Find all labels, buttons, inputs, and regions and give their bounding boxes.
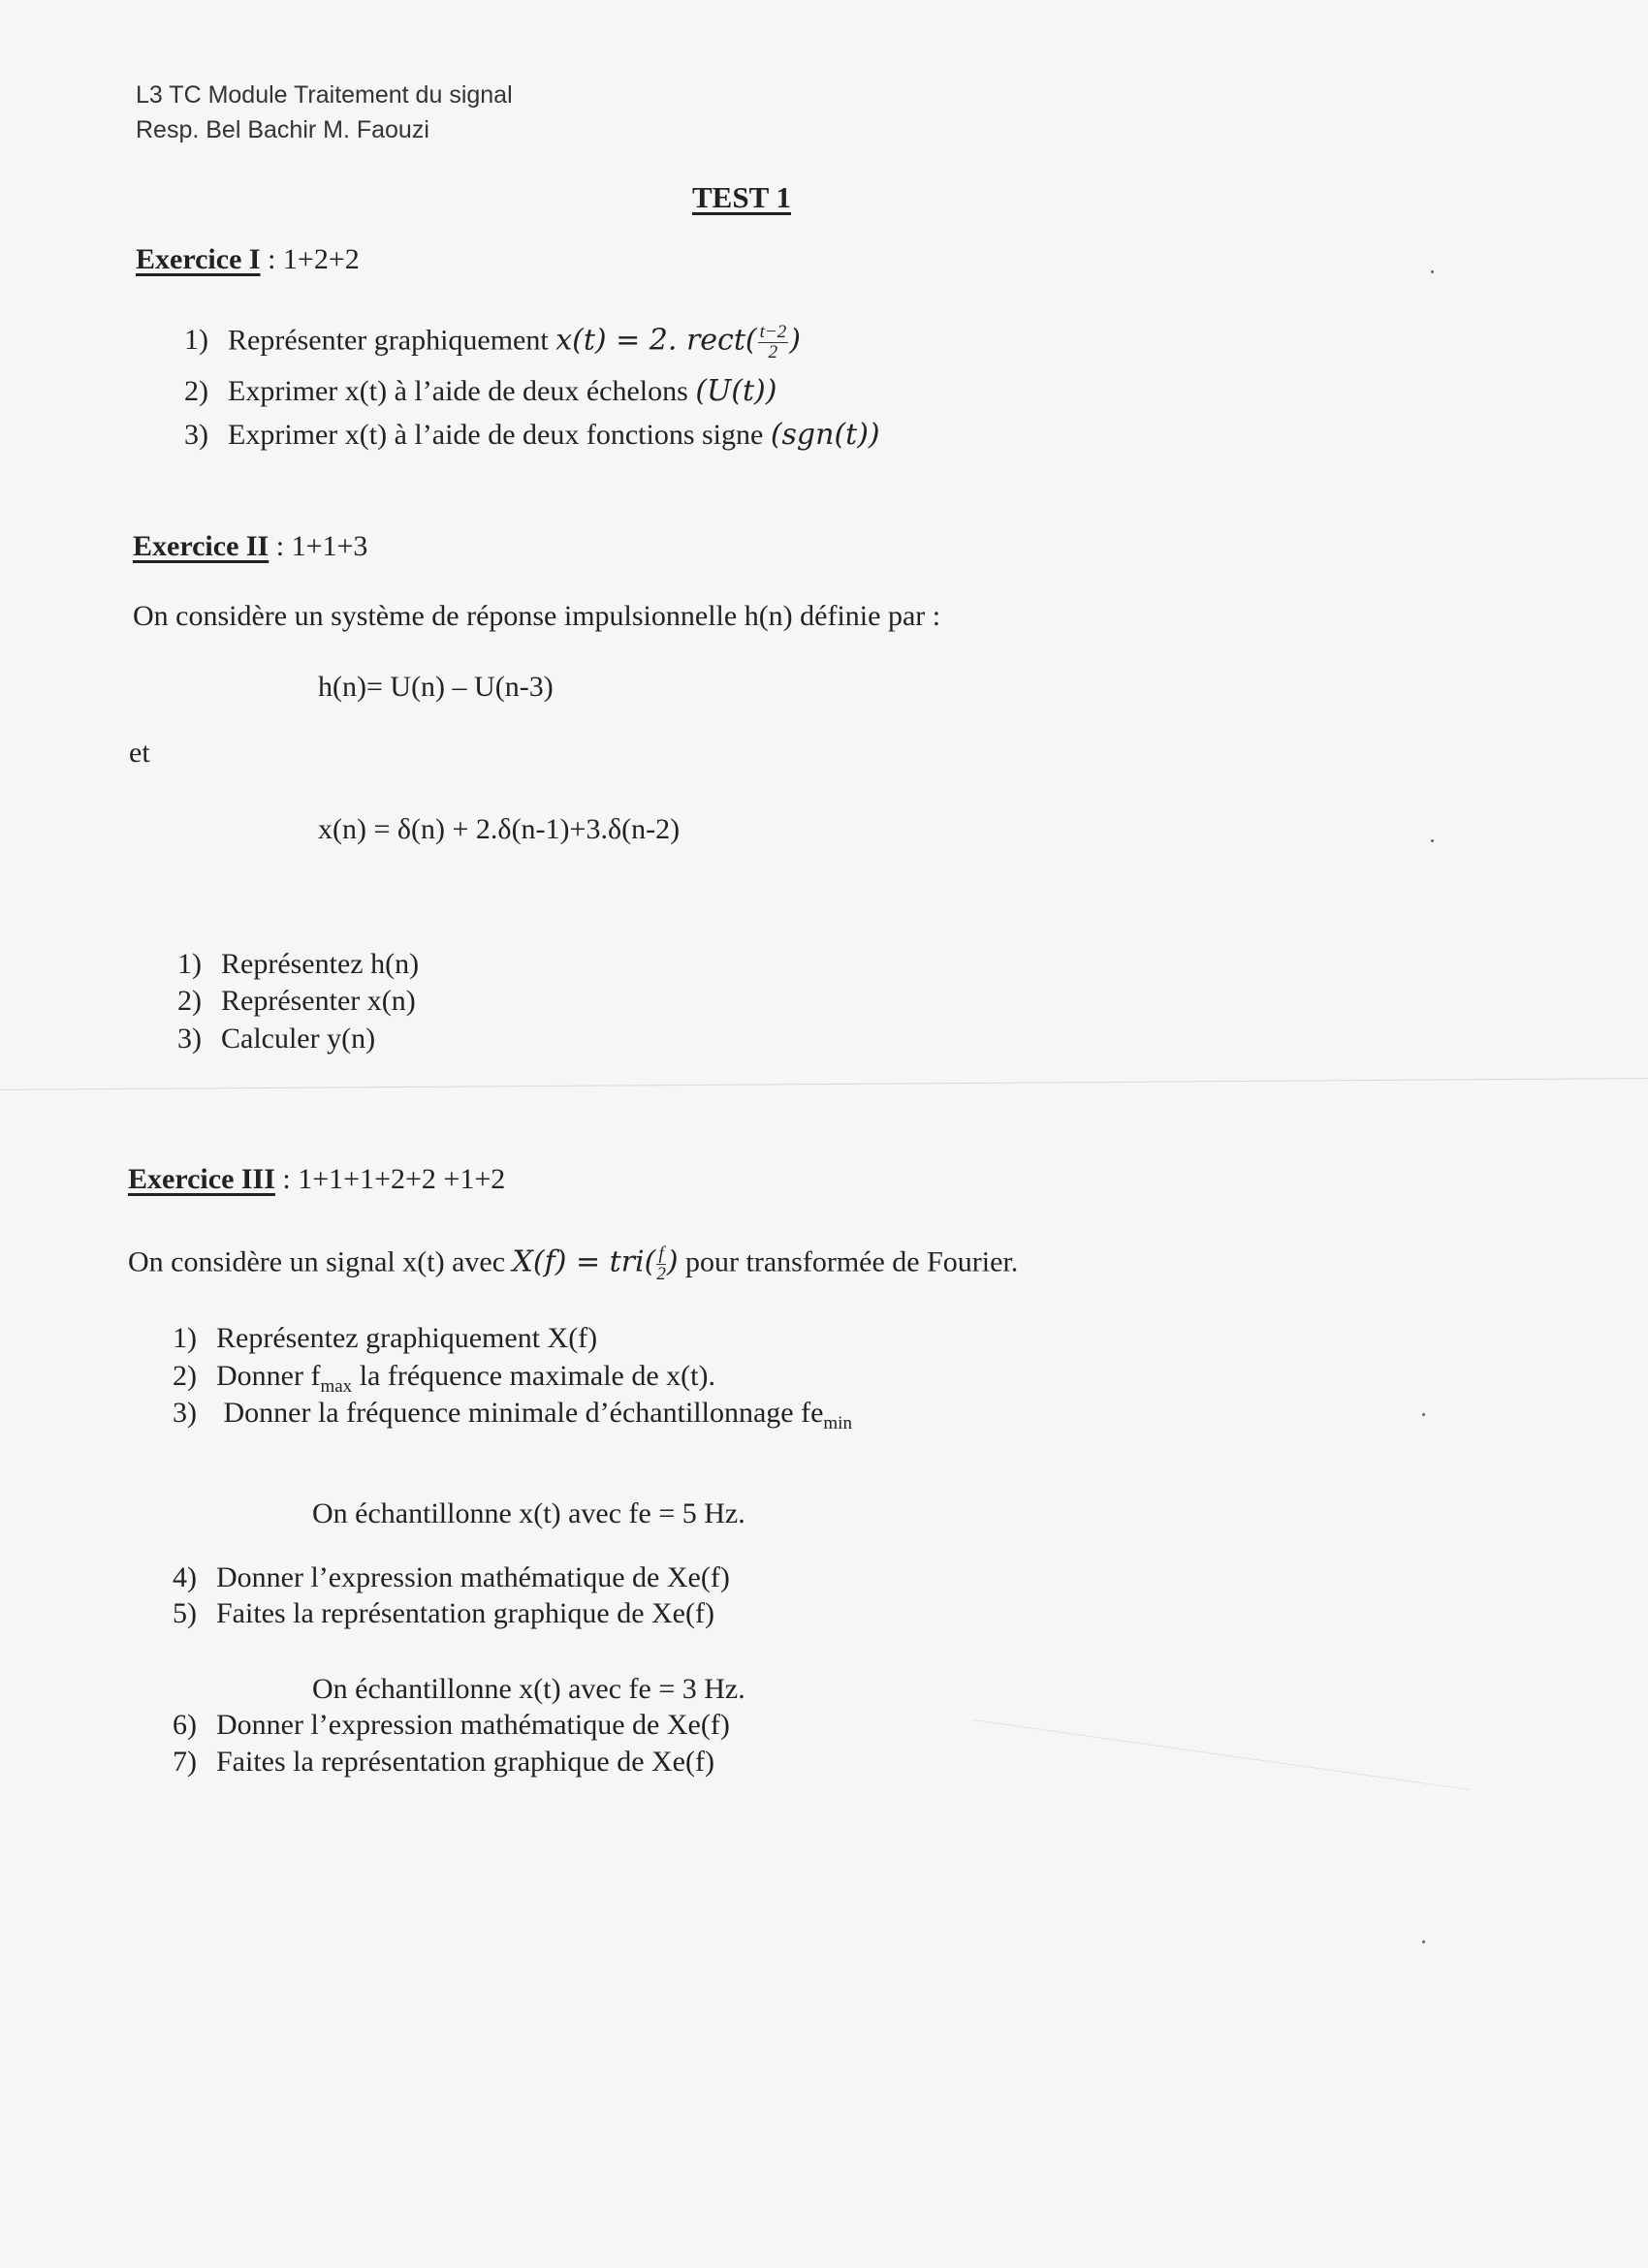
course-title: L3 TC Module Traitement du signal: [136, 81, 513, 109]
exercise-3-points: : 1+1+1+2+2 +1+2: [282, 1163, 506, 1195]
formula-close: ): [666, 1244, 679, 1279]
item-number: 3): [184, 419, 208, 451]
x-n-definition: x(n) = δ(n) + 2.δ(n-1)+3.δ(n-2): [318, 813, 681, 845]
item-text: Faites la représentation graphique de Xe(f): [216, 1746, 714, 1778]
exercise-2-item-3: [177, 1023, 375, 1055]
item-text: Donner la fréquence minimale d’échantillonnage fe: [216, 1397, 824, 1429]
fraction-denominator: 2: [768, 342, 778, 362]
scan-speck: [1431, 839, 1434, 842]
fraction-numerator: f: [656, 1244, 666, 1265]
scan-speck: [1431, 270, 1434, 273]
intro-text-after: pour transformée de Fourier.: [678, 1245, 1019, 1278]
exercise-1-item-3: [184, 418, 880, 452]
exercise-3-item-2: [173, 1360, 715, 1398]
exercise-3-label: Exercice III: [128, 1163, 275, 1195]
item-text: Représenter x(n): [221, 985, 416, 1017]
exercise-2-label: Exercice II: [133, 530, 269, 562]
exercise-1-item-1: [184, 323, 801, 362]
formula-close: ): [789, 323, 801, 358]
fraction-denominator: 2: [656, 1264, 666, 1284]
exercise-1-label: Exercice I: [136, 243, 261, 275]
item-text: Représentez graphiquement X(f): [216, 1322, 598, 1354]
item-number: 1): [177, 948, 202, 980]
exercise-3-item-4: [173, 1561, 730, 1594]
item-emphasis: (U(t)): [695, 374, 777, 408]
subscript-min: min: [823, 1413, 852, 1433]
scan-speck: [1422, 1940, 1425, 1943]
h-n-definition: h(n)= U(n) – U(n-3): [318, 671, 554, 703]
exercise-1-heading: [136, 243, 360, 276]
exercise-2-item-2: [177, 985, 416, 1018]
formula-x-t: x(t) = 2. rect(: [555, 323, 757, 358]
fold-line: [0, 1078, 1648, 1090]
item-text: Représentez h(n): [221, 948, 420, 980]
page-title: TEST 1: [692, 180, 791, 214]
sampling-statement-5hz: On échantillonne x(t) avec fe = 5 Hz.: [312, 1497, 745, 1529]
item-text: Donner l’expression mathématique de Xe(f): [216, 1709, 730, 1741]
fraction: [656, 1244, 666, 1284]
item-text: Faites la représentation graphique de Xe(f): [216, 1597, 714, 1629]
scan-speck: [1422, 1413, 1425, 1416]
sampling-statement-3hz: On échantillonne x(t) avec fe = 3 Hz.: [312, 1673, 745, 1705]
subscript-max: max: [320, 1376, 353, 1397]
item-number: 3): [173, 1397, 197, 1429]
exercise-2-heading: [133, 530, 367, 563]
item-number: 5): [173, 1597, 197, 1629]
item-text: Exprimer x(t) à l’aide de deux fonctions signe: [228, 419, 771, 451]
course-responsible: Resp. Bel Bachir M. Faouzi: [136, 116, 429, 143]
item-text-after: la fréquence maximale de x(t).: [352, 1360, 715, 1392]
item-number: 6): [173, 1709, 197, 1741]
item-number: 7): [173, 1746, 197, 1778]
item-text: Représenter graphiquement: [228, 324, 556, 357]
exercise-3-item-1: [173, 1322, 597, 1355]
fraction-numerator: t−2: [759, 322, 787, 342]
item-number: 1): [173, 1322, 197, 1354]
exercise-2-points: : 1+1+3: [275, 530, 368, 562]
fold-line: [971, 1719, 1471, 1790]
item-number: 2): [184, 375, 208, 407]
item-number: 2): [177, 985, 202, 1017]
exercise-3-heading: [128, 1163, 505, 1196]
item-number: 1): [184, 324, 208, 357]
exercise-3-intro: [128, 1244, 1018, 1284]
formula-X-f: X(f) = tri(: [512, 1244, 656, 1279]
exercise-2-intro: On considère un système de réponse impulsionnelle h(n) définie par :: [133, 600, 941, 632]
item-text: Exprimer x(t) à l’aide de deux échelons: [228, 375, 696, 407]
exercise-3-item-5: [173, 1597, 714, 1630]
item-text: Calculer y(n): [221, 1023, 376, 1055]
item-text: Donner f: [216, 1360, 321, 1392]
exercise-3-item-6: [173, 1709, 730, 1742]
connector-et: et: [129, 737, 150, 769]
item-number: 2): [173, 1360, 197, 1392]
exercise-1-item-2: [184, 374, 776, 408]
fraction: [758, 323, 789, 362]
exercise-2-item-1: [177, 948, 419, 981]
exercise-3-item-3: [173, 1397, 852, 1434]
item-number: 4): [173, 1561, 197, 1593]
item-emphasis: (sgn(t)): [770, 418, 880, 452]
item-number: 3): [177, 1023, 202, 1055]
exercise-1-points: : 1+2+2: [268, 243, 360, 275]
item-text: Donner l’expression mathématique de Xe(f): [216, 1561, 730, 1593]
intro-text: On considère un signal x(t) avec: [128, 1245, 513, 1278]
exercise-3-item-7: [173, 1746, 714, 1779]
